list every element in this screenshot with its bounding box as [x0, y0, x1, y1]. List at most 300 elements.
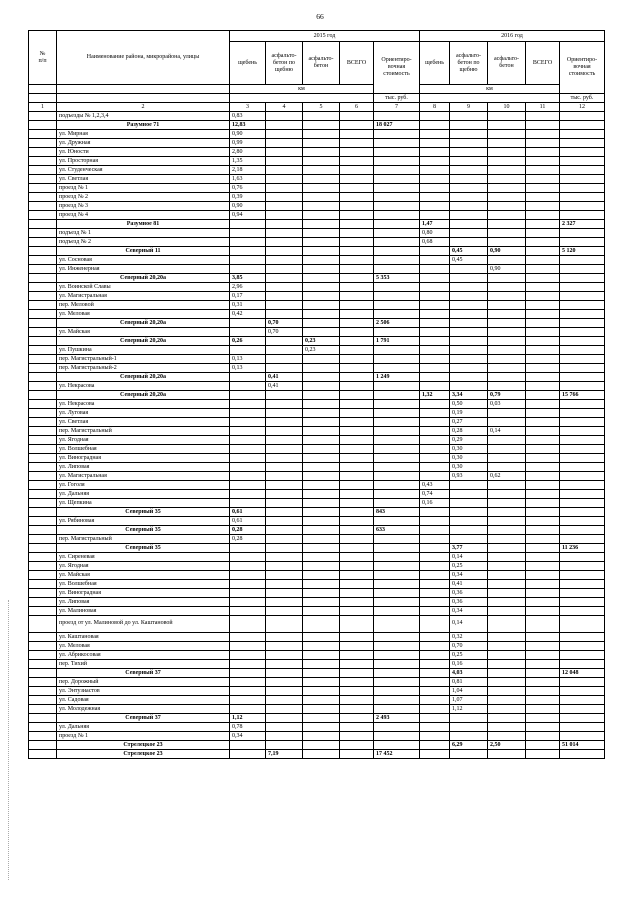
- value-c7: [374, 157, 420, 166]
- row-name: Северный 37: [57, 714, 230, 723]
- row-name: подъезд № 1: [57, 229, 230, 238]
- value-c6: [340, 669, 374, 678]
- value-c12: [560, 616, 605, 633]
- value-c12: [560, 382, 605, 391]
- value-c3: [230, 319, 266, 328]
- value-c10: 0,90: [488, 265, 526, 274]
- value-c4: [266, 481, 303, 490]
- value-c3: [230, 436, 266, 445]
- value-c5: [303, 283, 340, 292]
- value-c11: [526, 400, 560, 409]
- value-c10: [488, 678, 526, 687]
- value-c7: 2 506: [374, 319, 420, 328]
- row-name: подъезд № 2: [57, 238, 230, 247]
- row-number-cell: [29, 732, 57, 741]
- unit-rub-2016: тыс. руб.: [560, 94, 605, 103]
- value-c12: [560, 445, 605, 454]
- value-c5: [303, 409, 340, 418]
- value-c10: [488, 409, 526, 418]
- row-number-cell: [29, 517, 57, 526]
- row-name: ул. Магистральная: [57, 472, 230, 481]
- value-c11: [526, 445, 560, 454]
- value-c10: [488, 202, 526, 211]
- row-name: ул. Студенческая: [57, 166, 230, 175]
- value-c3: [230, 229, 266, 238]
- column-number: 4: [266, 103, 303, 112]
- value-c5: [303, 292, 340, 301]
- value-c9: 3,77: [450, 544, 488, 553]
- row-name: ул. Дружная: [57, 139, 230, 148]
- value-c8: 0,43: [420, 481, 450, 490]
- value-c3: [230, 553, 266, 562]
- value-c4: [266, 463, 303, 472]
- value-c6: [340, 535, 374, 544]
- value-c8: [420, 193, 450, 202]
- value-c10: 0,90: [488, 247, 526, 256]
- table-row-subtotal: [29, 337, 605, 346]
- value-c4: [266, 346, 303, 355]
- value-c11: [526, 238, 560, 247]
- value-c10: [488, 310, 526, 319]
- value-c11: [526, 472, 560, 481]
- row-name: Северный 35: [57, 508, 230, 517]
- column-number: 12: [560, 103, 605, 112]
- value-c4: [266, 427, 303, 436]
- table-row-subtotal: [29, 373, 605, 382]
- page-number: 66: [316, 12, 324, 21]
- value-c10: [488, 562, 526, 571]
- value-c4: 0,41: [266, 382, 303, 391]
- value-c12: [560, 409, 605, 418]
- row-name: ул. Липовая: [57, 598, 230, 607]
- value-c5: [303, 589, 340, 598]
- header-no: № п/п: [29, 31, 57, 85]
- value-c3: [230, 346, 266, 355]
- value-c5: [303, 705, 340, 714]
- value-c11: [526, 220, 560, 229]
- value-c9: 0,93: [450, 472, 488, 481]
- value-c6: [340, 696, 374, 705]
- row-number-cell: [29, 589, 57, 598]
- unit-rub-2015: тыс. руб.: [374, 94, 420, 103]
- value-c5: [303, 148, 340, 157]
- value-c11: [526, 409, 560, 418]
- table-row: [29, 112, 605, 121]
- value-c4: [266, 741, 303, 750]
- value-c10: [488, 445, 526, 454]
- value-c7: [374, 562, 420, 571]
- value-c4: [266, 669, 303, 678]
- row-number-cell: [29, 418, 57, 427]
- value-c11: [526, 337, 560, 346]
- value-c4: [266, 490, 303, 499]
- value-c12: [560, 696, 605, 705]
- value-c10: [488, 571, 526, 580]
- value-c11: [526, 669, 560, 678]
- value-c5: [303, 678, 340, 687]
- value-c9: 0,29: [450, 436, 488, 445]
- row-number-cell: [29, 714, 57, 723]
- row-number-cell: [29, 481, 57, 490]
- value-c5: [303, 463, 340, 472]
- row-number-cell: [29, 157, 57, 166]
- value-c6: [340, 175, 374, 184]
- value-c4: [266, 130, 303, 139]
- value-c10: [488, 382, 526, 391]
- value-c8: [420, 526, 450, 535]
- row-number-cell: [29, 436, 57, 445]
- value-c12: [560, 427, 605, 436]
- value-c4: [266, 723, 303, 732]
- value-c7: [374, 660, 420, 669]
- value-c9: [450, 220, 488, 229]
- value-c12: 51 014: [560, 741, 605, 750]
- value-c7: [374, 436, 420, 445]
- table-row: [29, 400, 605, 409]
- value-c10: [488, 292, 526, 301]
- value-c8: [420, 157, 450, 166]
- value-c10: [488, 175, 526, 184]
- value-c8: [420, 580, 450, 589]
- value-c6: [340, 247, 374, 256]
- value-c8: [420, 445, 450, 454]
- unit-km-2016: км: [420, 85, 560, 94]
- header-2015: 2015 год: [230, 31, 420, 42]
- value-c8: [420, 292, 450, 301]
- value-c10: 0,79: [488, 391, 526, 400]
- value-c8: [420, 696, 450, 705]
- value-c4: 7,19: [266, 750, 303, 759]
- value-c8: [420, 166, 450, 175]
- value-c5: [303, 121, 340, 130]
- value-c3: 0,17: [230, 292, 266, 301]
- value-c9: [450, 508, 488, 517]
- value-c11: [526, 732, 560, 741]
- value-c10: [488, 121, 526, 130]
- row-number-cell: [29, 750, 57, 759]
- value-c9: [450, 238, 488, 247]
- value-c5: [303, 642, 340, 651]
- value-c7: [374, 544, 420, 553]
- value-c9: 6,29: [450, 741, 488, 750]
- value-c7: [374, 175, 420, 184]
- value-c5: [303, 651, 340, 660]
- value-c11: [526, 696, 560, 705]
- value-c4: [266, 418, 303, 427]
- value-c8: [420, 202, 450, 211]
- value-c10: [488, 229, 526, 238]
- value-c6: [340, 454, 374, 463]
- value-c3: [230, 598, 266, 607]
- value-c9: 0,16: [450, 660, 488, 669]
- row-name: ул. Волшебная: [57, 445, 230, 454]
- value-c5: [303, 508, 340, 517]
- row-name: ул. Просторная: [57, 157, 230, 166]
- row-number-cell: [29, 463, 57, 472]
- column-number: 5: [303, 103, 340, 112]
- value-c4: [266, 696, 303, 705]
- value-c10: [488, 328, 526, 337]
- value-c6: [340, 481, 374, 490]
- row-name: ул. Липовая: [57, 463, 230, 472]
- header-2016-asfaltobeton: асфальто-бетон: [488, 42, 526, 85]
- header-2015-asfaltobeton: асфальто-бетон: [303, 42, 340, 85]
- value-c6: [340, 148, 374, 157]
- row-name: ул. Каштановая: [57, 633, 230, 642]
- table-row: [29, 517, 605, 526]
- value-c8: [420, 687, 450, 696]
- value-c6: [340, 409, 374, 418]
- value-c4: [266, 202, 303, 211]
- value-c9: [450, 364, 488, 373]
- value-c4: [266, 535, 303, 544]
- value-c6: [340, 714, 374, 723]
- value-c9: [450, 346, 488, 355]
- value-c9: 3,34: [450, 391, 488, 400]
- value-c10: [488, 274, 526, 283]
- value-c6: [340, 571, 374, 580]
- value-c9: 0,81: [450, 678, 488, 687]
- value-c11: [526, 310, 560, 319]
- value-c6: [340, 121, 374, 130]
- row-number-cell: [29, 382, 57, 391]
- table-row: [29, 184, 605, 193]
- row-name: проезд № 1: [57, 732, 230, 741]
- value-c8: 0,80: [420, 229, 450, 238]
- value-c7: [374, 193, 420, 202]
- value-c9: [450, 310, 488, 319]
- table-row: [29, 346, 605, 355]
- value-c12: [560, 112, 605, 121]
- value-c8: [420, 130, 450, 139]
- value-c11: [526, 660, 560, 669]
- value-c6: [340, 580, 374, 589]
- row-name: ул. Луговая: [57, 409, 230, 418]
- value-c4: [266, 517, 303, 526]
- value-c8: 0,68: [420, 238, 450, 247]
- value-c5: [303, 517, 340, 526]
- value-c7: [374, 166, 420, 175]
- value-c9: [450, 732, 488, 741]
- value-c10: [488, 660, 526, 669]
- value-c9: [450, 193, 488, 202]
- value-c9: [450, 319, 488, 328]
- value-c7: [374, 139, 420, 148]
- value-c11: [526, 355, 560, 364]
- value-c5: [303, 310, 340, 319]
- row-number-cell: [29, 301, 57, 310]
- value-c8: [420, 633, 450, 642]
- value-c10: [488, 256, 526, 265]
- column-number: 6: [340, 103, 374, 112]
- value-c4: [266, 364, 303, 373]
- table-row: [29, 445, 605, 454]
- row-name: ул. Садовая: [57, 696, 230, 705]
- value-c5: [303, 607, 340, 616]
- value-c12: [560, 301, 605, 310]
- value-c5: [303, 166, 340, 175]
- value-c9: [450, 355, 488, 364]
- value-c4: [266, 642, 303, 651]
- value-c8: [420, 750, 450, 759]
- table-row: [29, 553, 605, 562]
- value-c7: [374, 427, 420, 436]
- value-c3: 0,26: [230, 337, 266, 346]
- row-number-cell: [29, 669, 57, 678]
- value-c8: [420, 723, 450, 732]
- value-c9: [450, 166, 488, 175]
- row-number-cell: [29, 526, 57, 535]
- value-c6: [340, 283, 374, 292]
- value-c4: [266, 391, 303, 400]
- row-name: ул. Сосновая: [57, 256, 230, 265]
- value-c5: [303, 472, 340, 481]
- value-c12: [560, 328, 605, 337]
- value-c11: [526, 750, 560, 759]
- value-c11: [526, 265, 560, 274]
- value-c12: [560, 292, 605, 301]
- value-c5: [303, 544, 340, 553]
- row-number-cell: [29, 499, 57, 508]
- value-c8: [420, 705, 450, 714]
- row-number-cell: [29, 148, 57, 157]
- value-c6: [340, 732, 374, 741]
- value-c7: 843: [374, 508, 420, 517]
- row-name: Разумное 81: [57, 220, 230, 229]
- row-number-cell: [29, 616, 57, 633]
- value-c6: [340, 553, 374, 562]
- value-c10: [488, 517, 526, 526]
- value-c9: [450, 750, 488, 759]
- value-c9: 0,36: [450, 598, 488, 607]
- value-c10: 0,03: [488, 400, 526, 409]
- value-c9: [450, 292, 488, 301]
- table-row: [29, 328, 605, 337]
- value-c6: [340, 490, 374, 499]
- value-c11: [526, 490, 560, 499]
- value-c5: [303, 238, 340, 247]
- value-c8: [420, 346, 450, 355]
- value-c5: [303, 427, 340, 436]
- row-name: проезд № 1: [57, 184, 230, 193]
- header-2015-orient: Ориентиро-вочная стоимость: [374, 42, 420, 94]
- value-c5: [303, 454, 340, 463]
- value-c8: [420, 678, 450, 687]
- value-c6: [340, 642, 374, 651]
- value-c6: [340, 265, 374, 274]
- value-c12: [560, 274, 605, 283]
- value-c3: 1,35: [230, 157, 266, 166]
- value-c5: [303, 391, 340, 400]
- value-c8: [420, 607, 450, 616]
- value-c3: [230, 445, 266, 454]
- value-c5: [303, 732, 340, 741]
- value-c5: [303, 265, 340, 274]
- value-c9: [450, 373, 488, 382]
- value-c3: [230, 490, 266, 499]
- value-c8: [420, 400, 450, 409]
- value-c3: [230, 616, 266, 633]
- value-c8: [420, 121, 450, 130]
- table-row: [29, 211, 605, 220]
- value-c9: [450, 184, 488, 193]
- row-name: ул. Меловая: [57, 310, 230, 319]
- value-c6: [340, 651, 374, 660]
- value-c6: [340, 607, 374, 616]
- table-row: [29, 633, 605, 642]
- value-c3: [230, 409, 266, 418]
- value-c3: 2,80: [230, 148, 266, 157]
- value-c6: [340, 337, 374, 346]
- value-c3: 0,83: [230, 112, 266, 121]
- table-row: [29, 292, 605, 301]
- value-c5: [303, 750, 340, 759]
- row-number-cell: [29, 130, 57, 139]
- value-c3: [230, 427, 266, 436]
- row-name: Северный 20,20а: [57, 391, 230, 400]
- value-c11: [526, 580, 560, 589]
- value-c6: [340, 157, 374, 166]
- row-number-cell: [29, 642, 57, 651]
- road-repair-table: [28, 30, 605, 759]
- table-row-subtotal: [29, 526, 605, 535]
- value-c9: [450, 481, 488, 490]
- value-c4: [266, 714, 303, 723]
- value-c6: [340, 616, 374, 633]
- value-c7: [374, 598, 420, 607]
- row-number-cell: [29, 319, 57, 328]
- value-c8: [420, 427, 450, 436]
- value-c7: [374, 589, 420, 598]
- value-c11: [526, 687, 560, 696]
- value-c7: [374, 247, 420, 256]
- value-c12: [560, 256, 605, 265]
- value-c8: [420, 598, 450, 607]
- value-c7: [374, 678, 420, 687]
- value-c4: [266, 454, 303, 463]
- value-c6: [340, 238, 374, 247]
- row-name: ул. Дальняя: [57, 723, 230, 732]
- value-c5: [303, 660, 340, 669]
- value-c11: [526, 184, 560, 193]
- table-row-subtotal: [29, 714, 605, 723]
- value-c10: [488, 130, 526, 139]
- column-number: 1: [29, 103, 57, 112]
- value-c8: [420, 382, 450, 391]
- value-c6: [340, 373, 374, 382]
- value-c3: 12,83: [230, 121, 266, 130]
- value-c7: [374, 283, 420, 292]
- value-c6: [340, 418, 374, 427]
- value-c6: [340, 220, 374, 229]
- value-c10: [488, 508, 526, 517]
- table-row: [29, 148, 605, 157]
- value-c11: [526, 598, 560, 607]
- value-c11: [526, 148, 560, 157]
- column-number: 10: [488, 103, 526, 112]
- value-c11: [526, 553, 560, 562]
- table-row: [29, 642, 605, 651]
- value-c3: [230, 499, 266, 508]
- value-c10: [488, 705, 526, 714]
- value-c5: [303, 130, 340, 139]
- value-c10: 0,14: [488, 427, 526, 436]
- value-c7: [374, 580, 420, 589]
- row-name: пер. Тихий: [57, 660, 230, 669]
- value-c10: 0,62: [488, 472, 526, 481]
- value-c7: [374, 616, 420, 633]
- table-row: [29, 427, 605, 436]
